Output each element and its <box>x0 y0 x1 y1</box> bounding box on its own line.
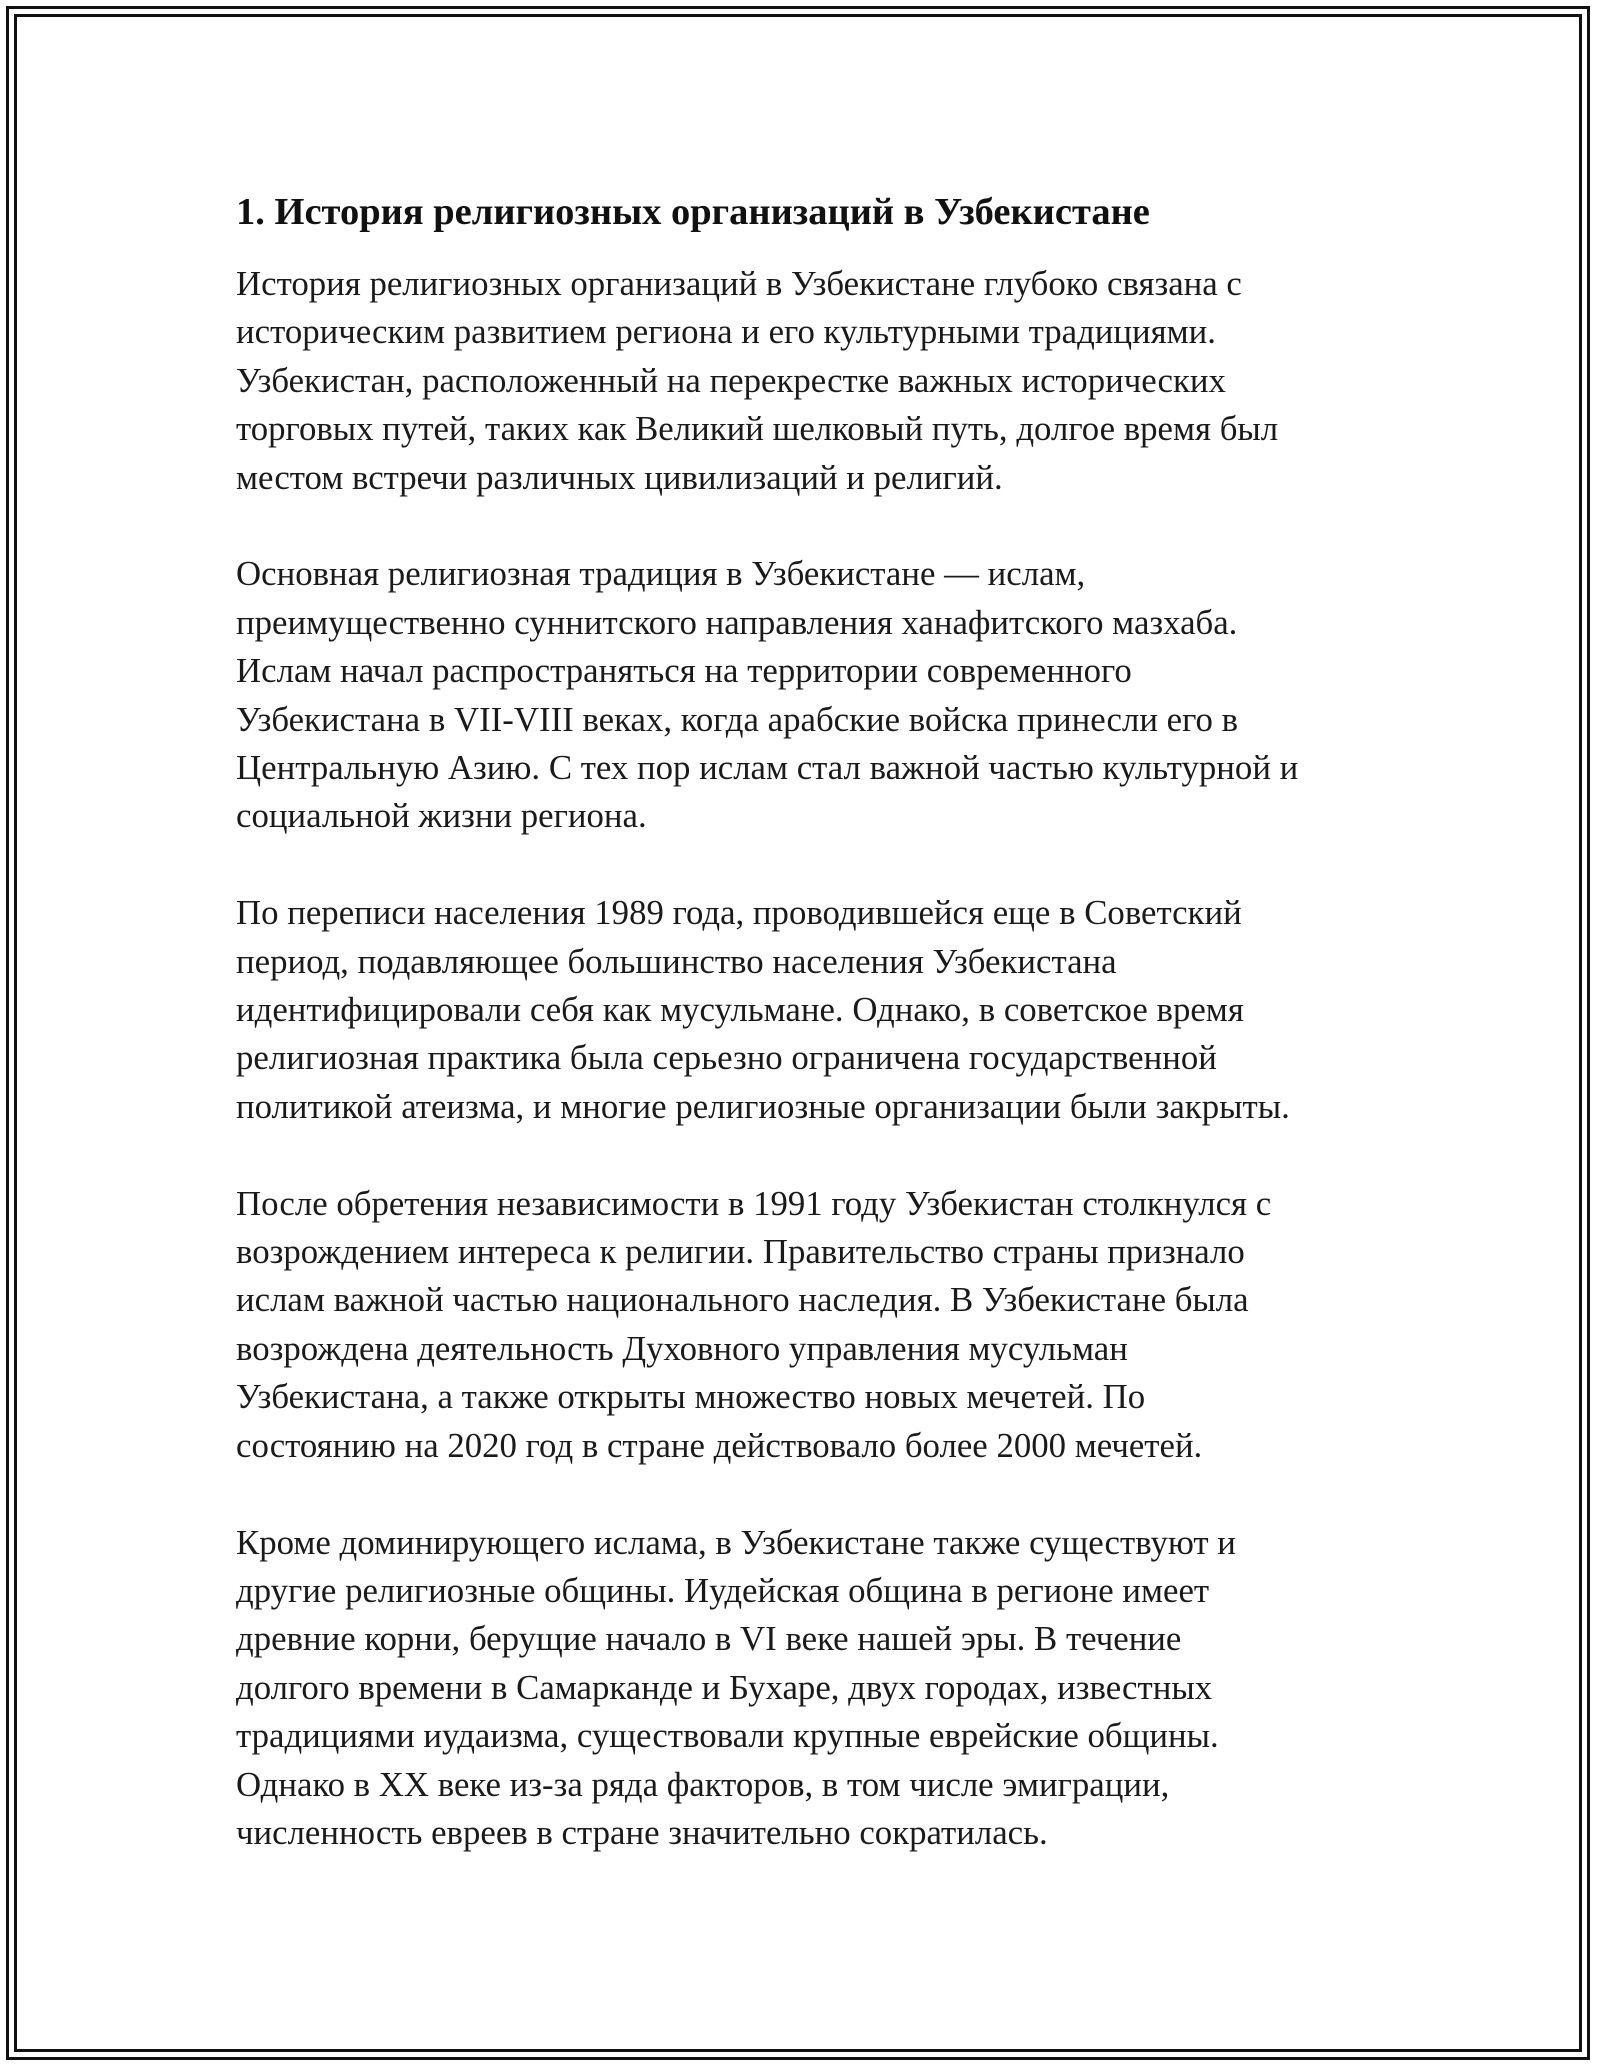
text-line: преимущественно суннитского направления ханафитского мазхаба. <box>236 602 1238 642</box>
text-line: традициями иудаизма, существовали крупные еврейские общины. <box>236 1716 1219 1756</box>
text-line: древние корни, берущие начало в VI веке нашей эры. В течение <box>236 1619 1182 1659</box>
paragraph-1 <box>236 260 1386 502</box>
text-line: долгого времени в Самарканде и Бухаре, двух городах, известных <box>236 1667 1213 1707</box>
text-line: возрождением интереса к религии. Правительство страны признало <box>236 1232 1245 1272</box>
document-page <box>236 186 1386 1906</box>
text-line: другие религиозные общины. Иудейская община в регионе имеет <box>236 1570 1210 1610</box>
text-line: Ислам начал распространяться на территории современного <box>236 651 1132 691</box>
text-line: Узбекистана в VII-VIII веках, когда арабские войска принесли его в <box>236 699 1239 739</box>
paragraph-3 <box>236 889 1386 1131</box>
text-line: возрождена деятельность Духовного управления мусульман <box>236 1328 1128 1368</box>
text-line: историческим развитием региона и его культурными традициями. <box>236 312 1217 352</box>
text-line: численность евреев в стране значительно сократилась. <box>236 1812 1048 1852</box>
text-line: местом встречи различных цивилизаций и религий. <box>236 457 1003 497</box>
text-line: Основная религиозная традиция в Узбекистане — ислам, <box>236 554 1086 594</box>
text-line: Центральную Азию. С тех пор ислам стал важной частью культурной и <box>236 748 1299 788</box>
text-line: История религиозных организаций в Узбекистане глубоко связана с <box>236 264 1242 303</box>
text-line: Кроме доминирующего ислама, в Узбекистане также существуют и <box>236 1522 1236 1562</box>
paragraph-2 <box>236 550 1386 840</box>
text-line: торговых путей, таких как Великий шелковый путь, долгое время был <box>236 409 1279 449</box>
text-line: идентифицировали себя как мусульмане. Однако, в советское время <box>236 990 1244 1030</box>
paragraph-5 <box>236 1519 1386 1858</box>
text-line: политикой атеизма, и многие религиозные организации были закрыты. <box>236 1086 1290 1126</box>
text-line: По переписи населения 1989 года, проводившейся еще в Советский <box>236 893 1242 933</box>
paragraph-4 <box>236 1180 1386 1470</box>
text-line: религиозная практика была серьезно ограничена государственной <box>236 1038 1217 1078</box>
text-line: Узбекистан, расположенный на перекрестке важных исторических <box>236 360 1226 400</box>
text-line: Узбекистана, а также открыты множество новых мечетей. По <box>236 1377 1146 1417</box>
text-line: Однако в XX веке из-за ряда факторов, в том числе эмиграции, <box>236 1764 1170 1804</box>
text-line: После обретения независимости в 1991 году Узбекистан столкнулся с <box>236 1183 1272 1223</box>
text-line: социальной жизни региона. <box>236 796 647 836</box>
text-line: состоянию на 2020 год в стране действовало более 2000 мечетей. <box>236 1425 1203 1465</box>
section-heading: 1. История религиозных организаций в Узбекистане <box>236 191 1150 233</box>
text-line: ислам важной частью национального наследия. В Узбекистане была <box>236 1280 1249 1320</box>
text-line: период, подавляющее большинство населения Узбекистана <box>236 941 1117 981</box>
